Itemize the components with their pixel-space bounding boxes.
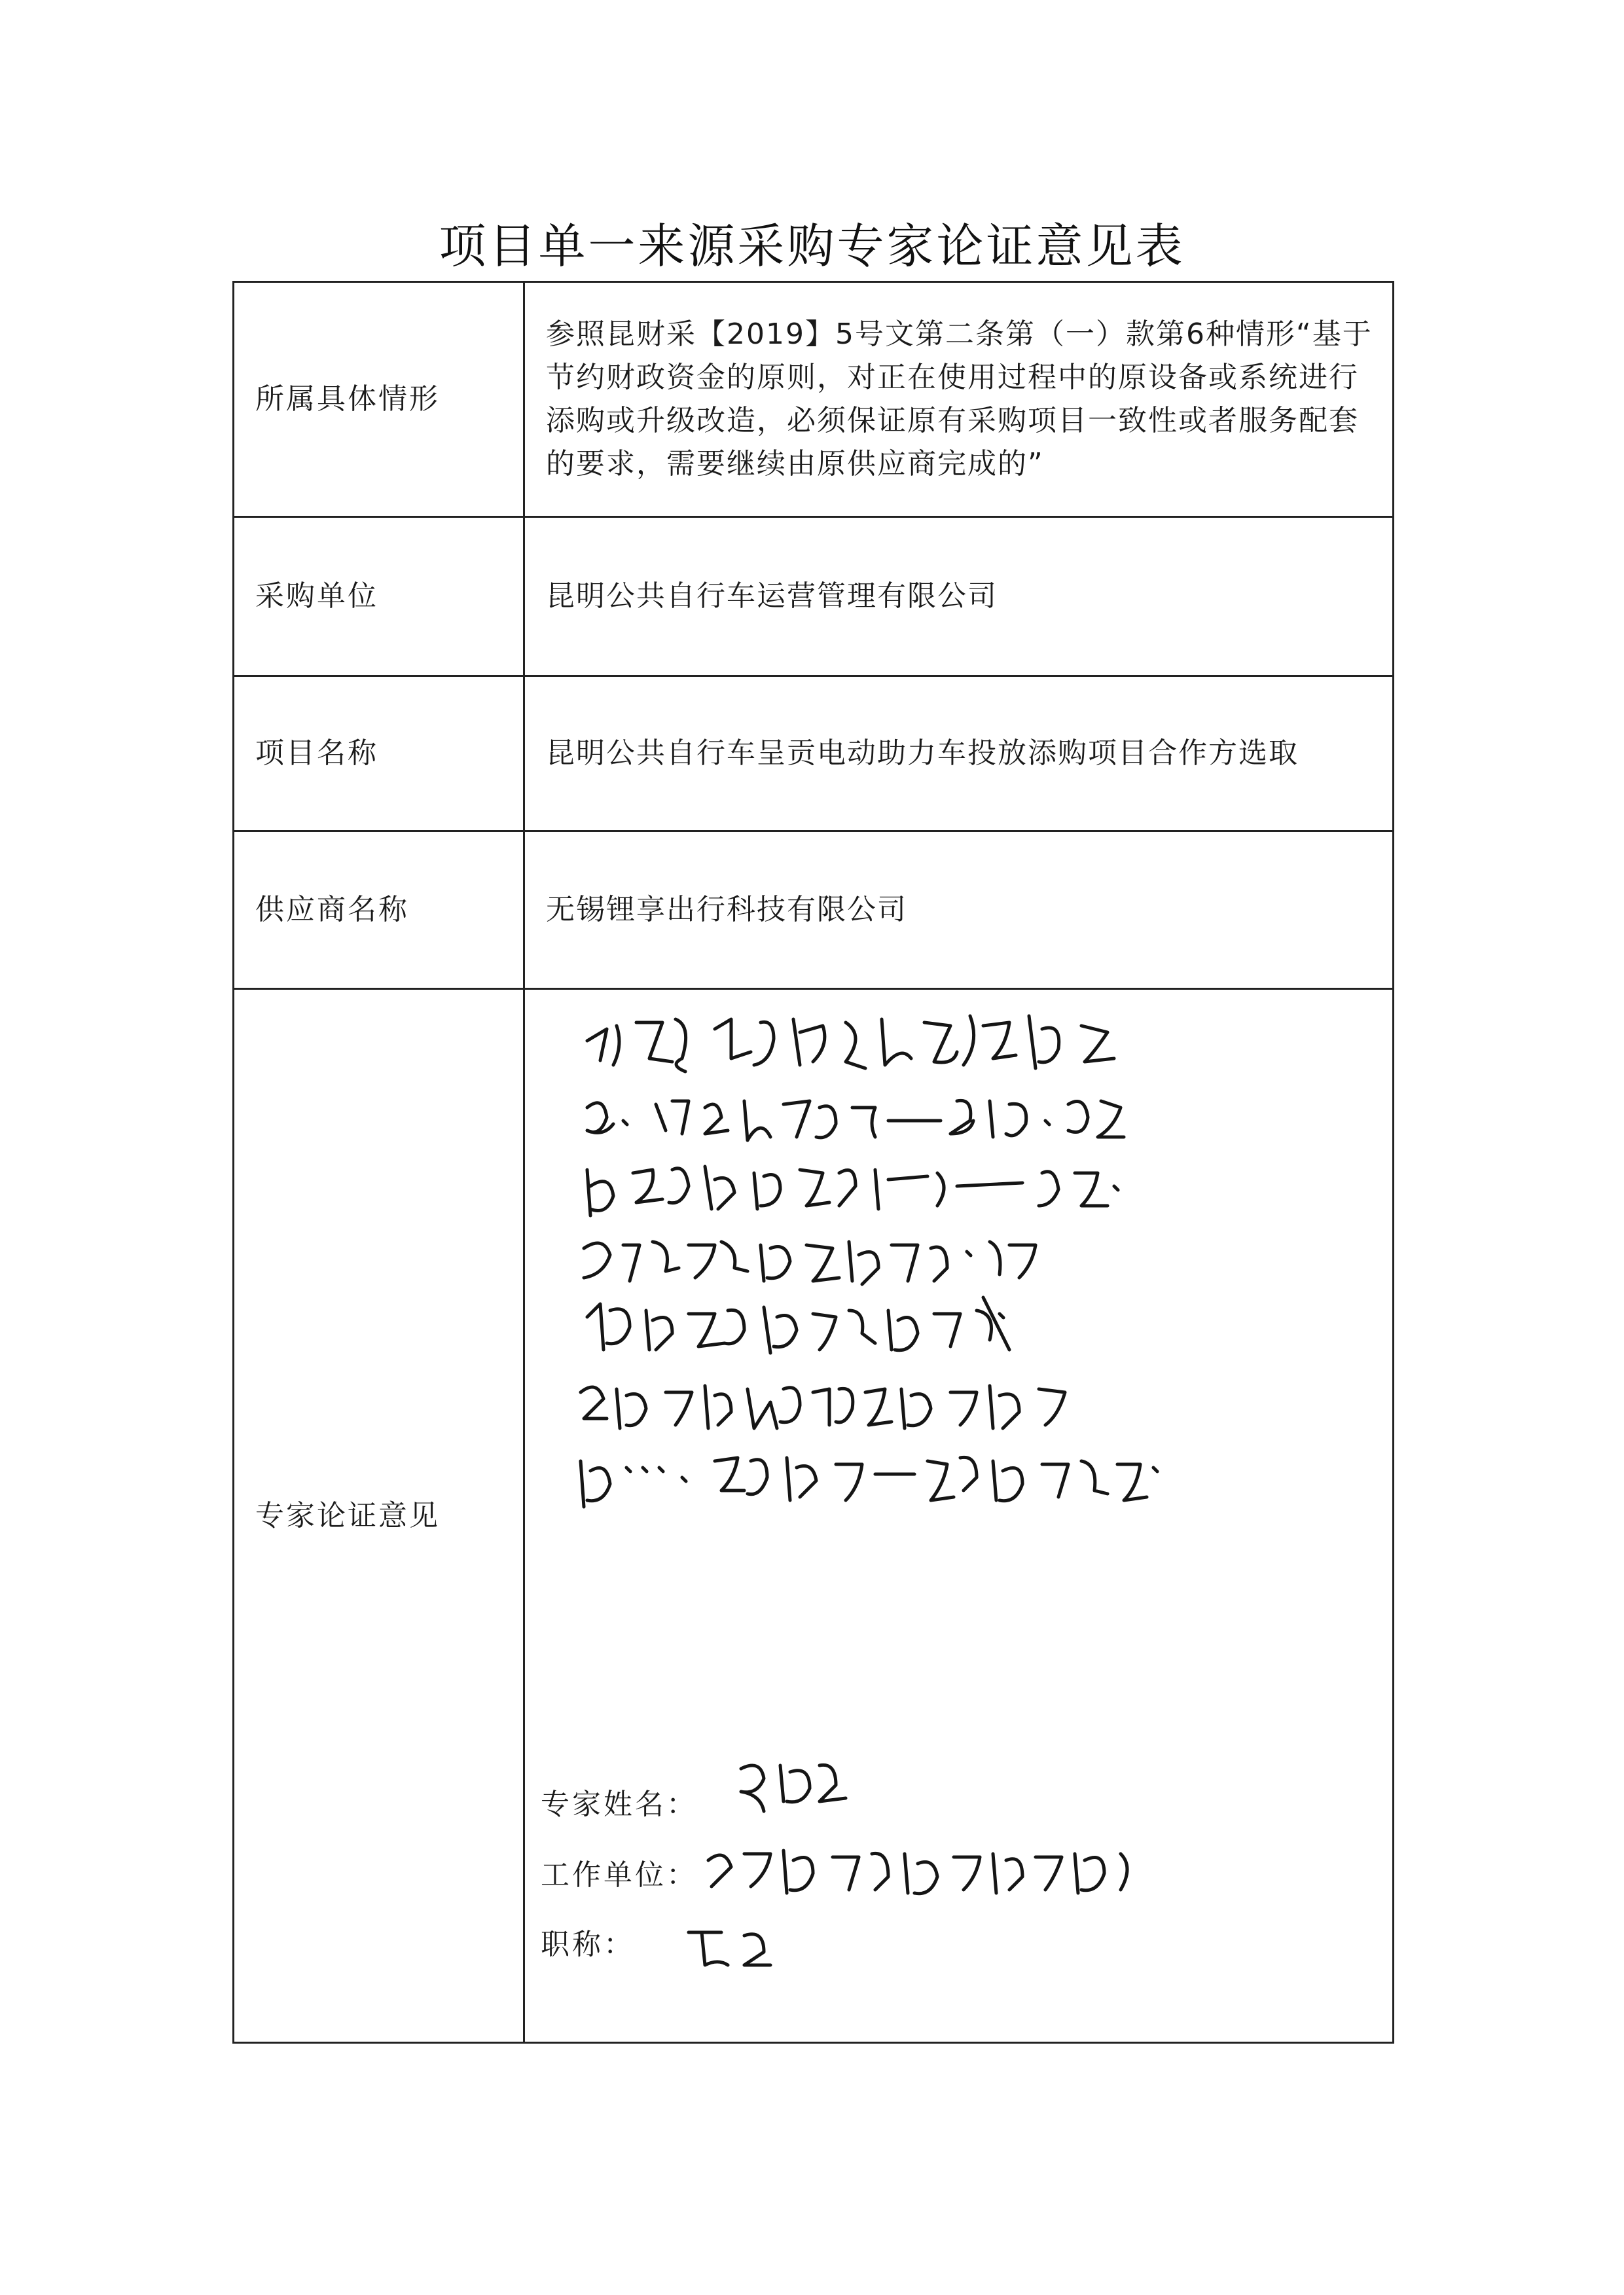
table-row: [234, 282, 1394, 517]
opinion-cell: [524, 989, 1394, 2043]
row-label-supplier: 供应商名称: [234, 831, 524, 989]
expert-name-label: 专家姓名：: [541, 1788, 698, 1821]
table-row: [234, 831, 1394, 989]
row-label-opinion: 专家论证意见: [234, 989, 524, 2043]
row-value-situation: 参照昆财采【2019】5号文第二条第（一）款第6种情形“基于节约财政资金的原则，对正在使用过程中的原设备或系统进行添购或升级改造，必须保证原有采购项目一致性或者服务配套的要求，需要继续由原供应商完成的”: [524, 282, 1394, 517]
row-label-project-name: 项目名称: [234, 676, 524, 831]
job-title-label: 职称：: [541, 1928, 635, 1961]
row-label-situation: 所属具体情形: [234, 282, 524, 517]
row-value-project-name: 昆明公共自行车呈贡电动助力车投放添购项目合作方选取: [524, 676, 1394, 831]
row-value-purchaser: 昆明公共自行车运营管理有限公司: [524, 517, 1394, 676]
row-label-purchaser: 采购单位: [234, 517, 524, 676]
page-title: 项目单一来源采购专家论证意见表: [439, 219, 1185, 274]
row-value-supplier: 无锡锂享出行科技有限公司: [524, 831, 1394, 989]
table-row: [234, 676, 1394, 831]
table-row: [234, 517, 1394, 676]
form-table: [232, 281, 1394, 2044]
work-unit-label: 工作单位：: [541, 1858, 698, 1892]
table-row: [234, 989, 1394, 2043]
